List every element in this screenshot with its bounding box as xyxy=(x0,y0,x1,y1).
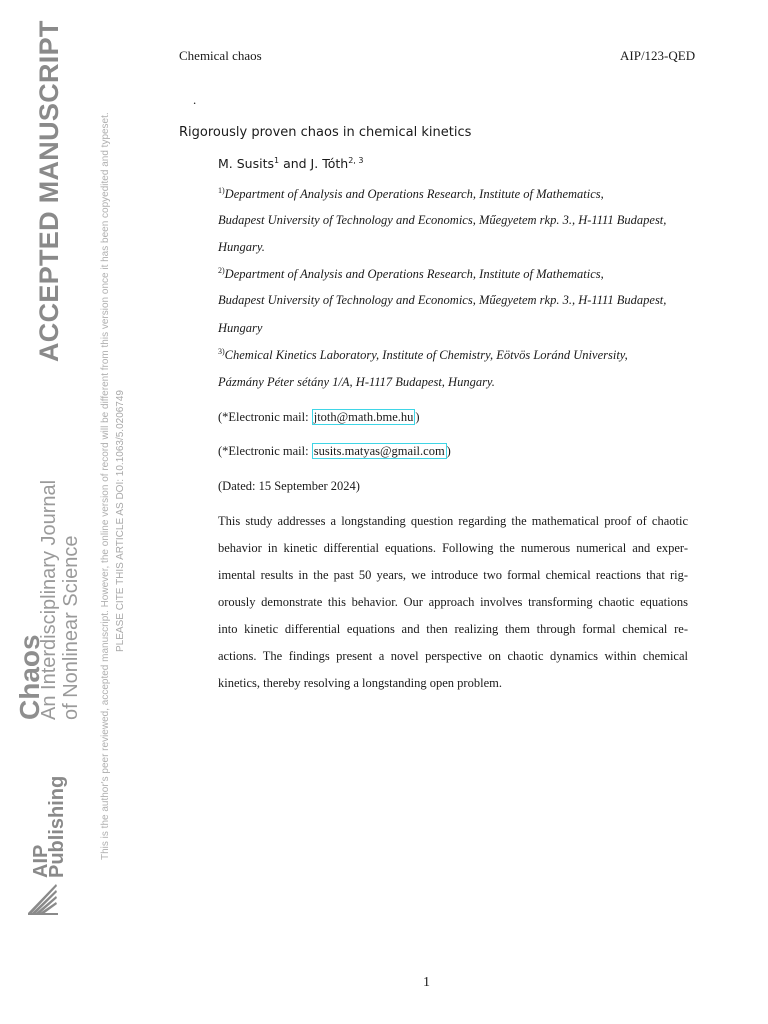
email-line-1 xyxy=(218,410,420,425)
running-header-right: AIP/123-QED xyxy=(620,48,696,63)
email-suffix: ) xyxy=(446,444,451,458)
page-number: 1 xyxy=(423,975,430,990)
email-link-toth[interactable]: jtoth@math.bme.hu xyxy=(313,410,414,424)
email-suffix: ) xyxy=(415,410,420,424)
affiliation-1-marker: 1) xyxy=(218,186,225,195)
affiliation-3-line1 xyxy=(218,347,628,363)
author-list xyxy=(218,156,363,171)
running-header-left: Chemical chaos xyxy=(179,48,262,63)
author-2: and J. Tóth xyxy=(279,156,349,171)
affiliation-3-text: Chemical Kinetics Laboratory, Institute of Chemistry, Eötvös Loránd University, xyxy=(224,348,628,362)
author-1: M. Susits xyxy=(218,156,274,171)
email-link-susits[interactable]: susits.matyas@gmail.com xyxy=(313,444,445,458)
affiliation-1-line2: Budapest University of Technology and Economics, Műegyetem rkp. 3., H-1111 Budapest, xyxy=(218,213,667,227)
journal-subtitle-line1: An Interdisciplinary Journal xyxy=(38,479,60,720)
email-line-2 xyxy=(218,444,451,459)
affiliation-1-line3: Hungary. xyxy=(218,240,265,254)
abstract-line: orously demonstrate this behavior. Our approach involves transforming chaotic equations xyxy=(218,595,688,609)
aip-logo-icon xyxy=(26,880,60,916)
manuscript-notice: This is the author's peer reviewed, accepted manuscript. However, the online version of record will be different from this version once it has been copyedited and typeset. xyxy=(100,112,111,860)
affiliation-3-line2: Pázmány Péter sétány 1/A, H-1117 Budapest, Hungary. xyxy=(218,375,495,389)
dated-line: (Dated: 15 September 2024) xyxy=(218,479,360,493)
journal-name: Chaos xyxy=(14,634,45,720)
email-prefix: (*Electronic mail: xyxy=(218,444,312,458)
author-1-affiliation: 1 xyxy=(274,156,280,165)
affiliation-1-line1 xyxy=(218,186,604,202)
journal-subtitle-line2: of Nonlinear Science xyxy=(60,535,82,720)
affiliation-2-text: Department of Analysis and Operations Research, Institute of Mathematics, xyxy=(224,267,604,281)
publisher-name-line1: AIP xyxy=(30,844,52,878)
header-dot: . xyxy=(193,92,197,107)
author-2-affiliation: 2, 3 xyxy=(348,156,364,165)
paper-title: Rigorously proven chaos in chemical kinetics xyxy=(179,125,472,140)
accepted-manuscript-banner: ACCEPTED MANUSCRIPT xyxy=(34,20,64,362)
abstract-line: imental results in the past 50 years, we introduce two formal chemical reactions that rig- xyxy=(218,568,688,582)
affiliation-2-line3: Hungary xyxy=(218,321,263,335)
abstract-line: into kinetic differential equations and then realizing them through formal chemical re- xyxy=(218,622,688,636)
cite-doi-notice: PLEASE CITE THIS ARTICLE AS DOI: 10.1063/5.0206749 xyxy=(115,390,126,652)
abstract-line: kinetics, thereby resolving a longstanding open problem. xyxy=(218,676,502,690)
email-prefix: (*Electronic mail: xyxy=(218,410,312,424)
affiliation-2-line1 xyxy=(218,266,604,282)
abstract-line: behavior in kinetic differential equations. Following the numerous numerical and exper- xyxy=(218,541,688,555)
publisher-name-line2: Publishing xyxy=(46,775,68,878)
abstract-line: actions. The findings present a novel perspective on chaotic dynamics within chemical xyxy=(218,649,688,663)
abstract-line: This study addresses a longstanding question regarding the mathematical proof of chaotic xyxy=(218,514,688,528)
affiliation-2-marker: 2) xyxy=(218,266,225,275)
abstract xyxy=(218,509,688,698)
affiliation-1-text: Department of Analysis and Operations Research, Institute of Mathematics, xyxy=(224,187,604,201)
affiliation-2-line2: Budapest University of Technology and Economics, Műegyetem rkp. 3., H-1111 Budapest, xyxy=(218,293,667,307)
affiliation-3-marker: 3) xyxy=(218,347,225,356)
